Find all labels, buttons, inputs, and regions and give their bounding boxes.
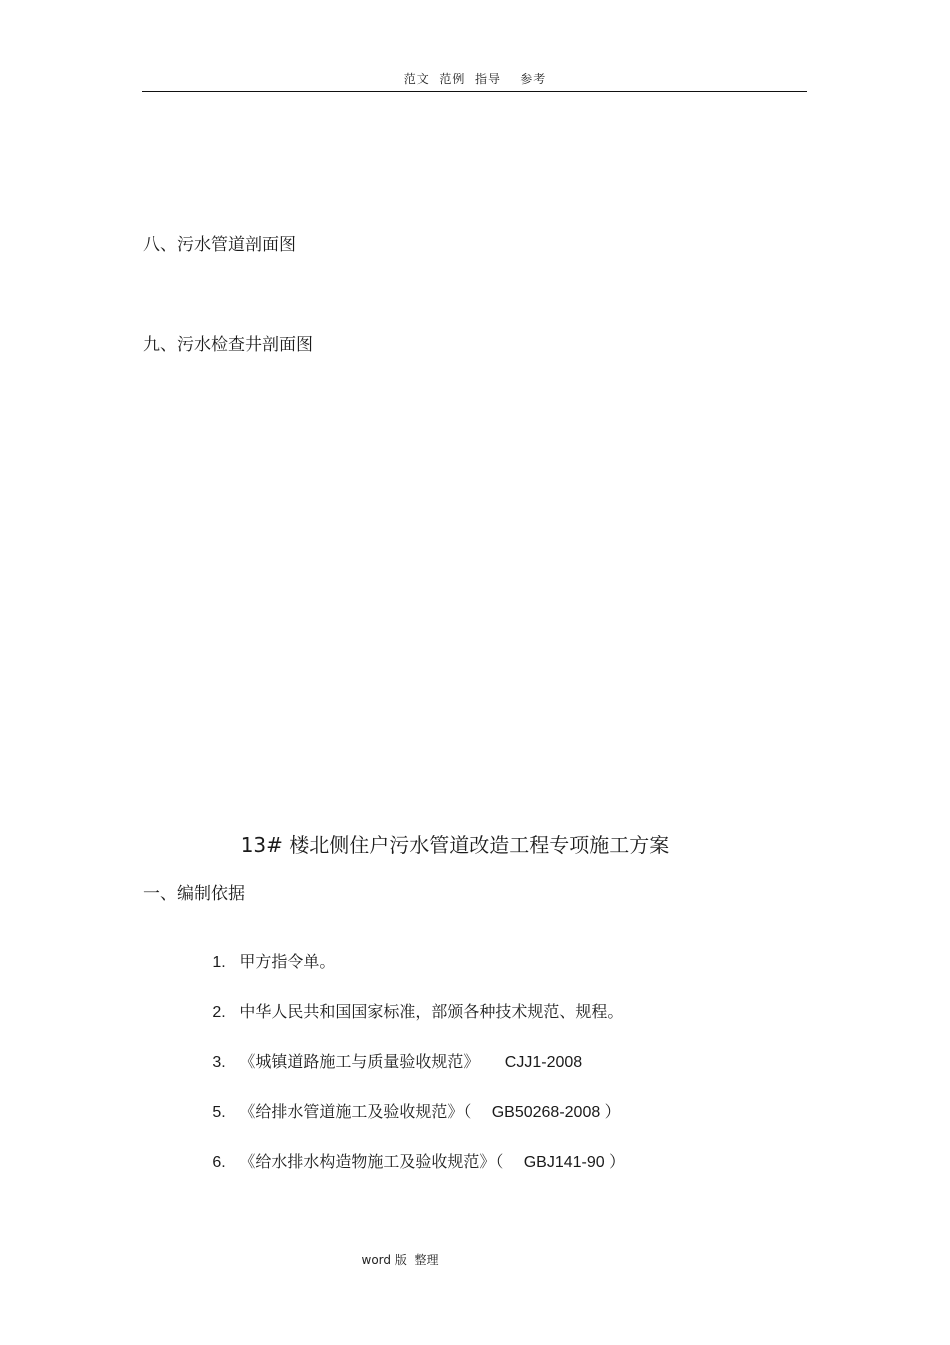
document-title: 13# 楼北侧住户污水管道改造工程专项施工方案 <box>240 833 670 857</box>
page-footer: word 版 整理 <box>361 1253 439 1267</box>
list-item-code: GB50268-2008 ） <box>491 1104 621 1121</box>
list-item-number: 2. <box>212 1004 226 1021</box>
list-item-number: 6. <box>212 1154 226 1171</box>
list-item-text: 甲方指令单。 <box>239 952 336 971</box>
section-heading-pipe-profile: 八、污水管道剖面图 <box>143 235 296 255</box>
list-item <box>192 1130 625 1191</box>
header-divider <box>142 91 807 92</box>
list-item-text: 《给排水管道施工及验收规范》（ <box>239 1102 492 1121</box>
part-heading-basis: 一、编制依据 <box>143 884 245 904</box>
list-item-text: 《给水排水构造物施工及验收规范》（ <box>239 1152 524 1171</box>
page-header: 范文 范例 指导 参考 <box>403 72 547 86</box>
list-item-text: 《城镇道路施工与质量验收规范》 <box>239 1052 505 1071</box>
list-item-number: 1. <box>212 954 226 971</box>
list-item-number: 3. <box>212 1054 226 1071</box>
list-item-number: 5. <box>212 1104 226 1121</box>
list-item-code: CJJ1-2008 <box>504 1054 583 1071</box>
list-item-code: GBJ141-90 ） <box>523 1154 626 1171</box>
list-item-text: 中华人民共和国国家标准，部颁各种技术规范、规程。 <box>239 1002 624 1021</box>
section-heading-manhole-profile: 九、污水检查井剖面图 <box>143 335 313 355</box>
